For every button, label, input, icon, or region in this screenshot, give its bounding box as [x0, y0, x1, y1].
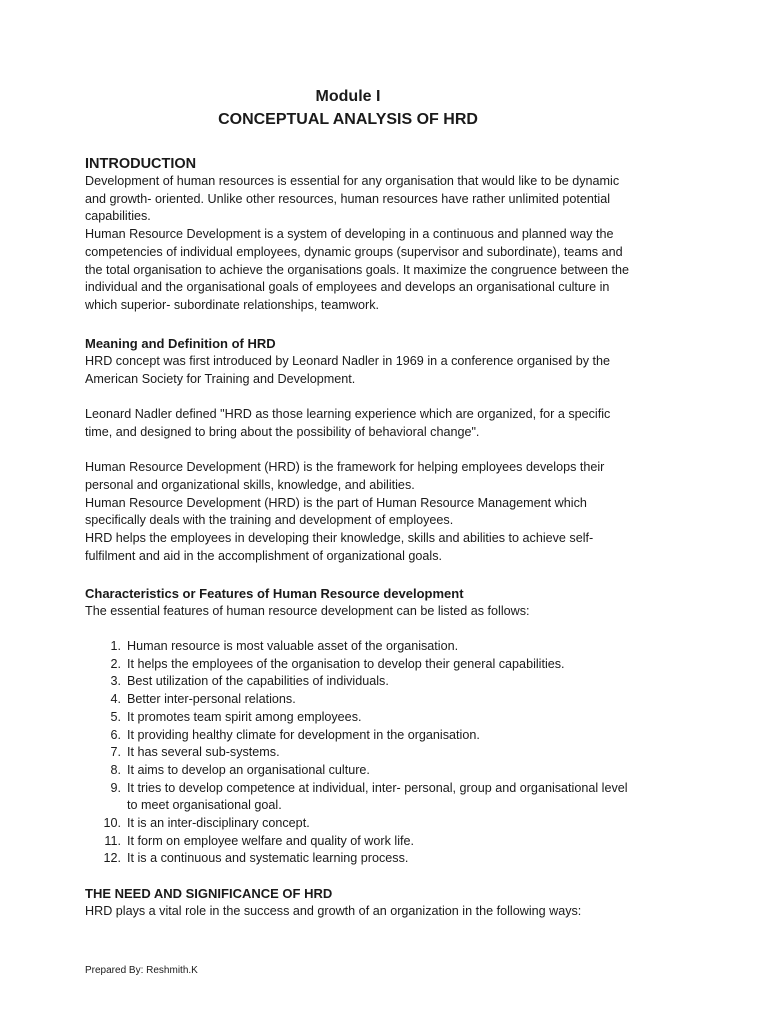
features-list: [85, 638, 630, 868]
list-item-number: 6.: [110, 727, 121, 742]
meaning-heading: Meaning and Definition of HRD: [85, 336, 276, 351]
list-item: [85, 815, 630, 833]
list-item: [85, 709, 630, 727]
list-item-text: Best utilization of the capabilities of individuals.: [127, 674, 389, 689]
list-item: [85, 727, 630, 745]
list-item: [85, 762, 630, 780]
need-section: [85, 885, 630, 921]
list-item-text: It aims to develop an organisational culture.: [127, 762, 370, 777]
need-heading: THE NEED AND SIGNIFICANCE OF HRD: [85, 886, 333, 901]
list-item-text: Human resource is most valuable asset of the organisation.: [127, 639, 459, 653]
characteristics-heading: Characteristics or Features of Human Resource development: [85, 586, 464, 601]
list-item-number: 7.: [110, 745, 121, 760]
list-item-text: It is a continuous and systematic learning process.: [127, 851, 409, 866]
need-intro: HRD plays a vital role in the success and growth of an organization in the following ways:: [85, 904, 582, 918]
list-item: [85, 638, 630, 656]
list-item-text: It tries to develop competence at individual, inter- personal, group and organisational level to meet organisational goal.: [127, 780, 628, 813]
list-item-text: It helps the employees of the organisation to develop their general capabilities.: [127, 656, 565, 671]
list-item-number: 10.: [103, 816, 121, 831]
page-title: CONCEPTUAL ANALYSIS OF HRD: [218, 111, 478, 128]
list-item-number: 8.: [110, 762, 121, 777]
list-item-text: It has several sub-systems.: [127, 745, 280, 760]
list-item: [85, 833, 630, 851]
meaning-paragraph-2: Leonard Nadler defined "HRD as those learning experience which are organized, for a specific time, and designed to bring about the possibility of behavioral change".: [85, 407, 611, 439]
introduction-heading: INTRODUCTION: [85, 156, 197, 172]
characteristics-section: [85, 585, 630, 621]
list-item: [85, 673, 630, 691]
list-item-number: 9.: [110, 780, 121, 795]
list-item-number: 12.: [103, 851, 121, 866]
introduction-paragraph-1: Development of human resources is essential for any organisation that would like to be dynamic and growth- oriented. Unlike other resources, human resources have rather unlimited potential capabilities.: [85, 174, 620, 224]
footer-prepared-by: Prepared By: Reshmith.K: [85, 965, 198, 976]
module-label: Module I: [315, 88, 381, 105]
list-item-text: It is an inter-disciplinary concept.: [127, 816, 310, 831]
list-item-number: 4.: [110, 692, 121, 707]
list-item-text: It providing healthy climate for development in the organisation.: [127, 727, 480, 742]
list-item-number: 5.: [110, 709, 121, 724]
list-item: [85, 780, 630, 815]
introduction-section: [85, 155, 630, 315]
list-item: [85, 850, 630, 868]
meaning-paragraph-5: HRD helps the employees in developing their knowledge, skills and abilities to achieve self-fulfilment and aid in the accomplishment of organizational goals.: [85, 531, 594, 563]
list-item-number: 3.: [110, 674, 121, 689]
meaning-section: [85, 335, 630, 565]
meaning-paragraph-4: Human Resource Development (HRD) is the part of Human Resource Management which specifically deals with the training and development of employees.: [85, 495, 587, 528]
introduction-paragraph-2: Human Resource Development is a system of developing in a continuous and planned way the competencies of individual employees, dynamic groups (supervisor and subordinate), teams and the total organisation to achieve the organisations goals. It maximize the congruence between the individual and the organisational goals of employees and develops an organisational culture in which superior- subordinate relationships, teamwork.: [85, 227, 629, 312]
meaning-paragraph-1: HRD concept was first introduced by Leonard Nadler in 1969 in a conference organised by the American Society for Training and Development.: [85, 354, 611, 386]
list-item: [85, 656, 630, 674]
list-item: [85, 744, 630, 762]
list-item: [85, 691, 630, 709]
list-item-text: It promotes team spirit among employees.: [127, 709, 362, 724]
characteristics-intro: The essential features of human resource development can be listed as follows:: [85, 604, 530, 618]
meaning-paragraph-3: Human Resource Development (HRD) is the framework for helping employees develops their personal and organizational skills, knowledge, and abilities.: [85, 460, 605, 492]
list-item-number: 11.: [104, 833, 121, 848]
list-item-number: 1.: [110, 639, 121, 653]
list-item-text: Better inter-personal relations.: [127, 692, 296, 707]
list-item-number: 2.: [110, 656, 121, 671]
list-item-text: It form on employee welfare and quality of work life.: [127, 833, 414, 848]
